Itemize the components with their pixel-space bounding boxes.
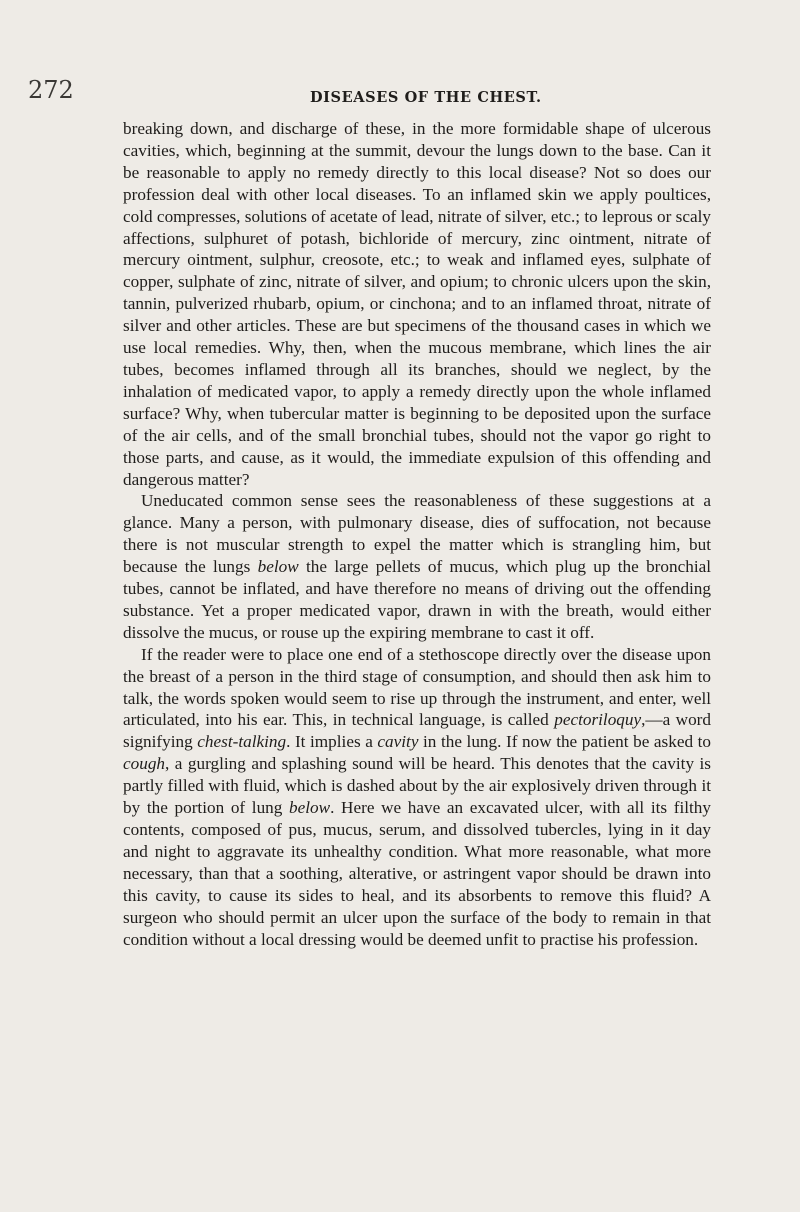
paragraph: Uneducated common sense sees the reasonableness of these suggestions at a glance. Many a person, with pulmonary disease, dies of suffocation, not because there is not muscular strength to expel the matter which is strangling him, but because the lungs below the large pellets of mucus, which plug up the bronchial tubes, cannot be inflated, and have therefore no means of driving out the offending substance. Yet a proper medicated vapor, drawn in with the breath, would either dissolve the mucus, or rouse up the expiring membrane to cast it off.: [123, 491, 711, 642]
paragraph: If the reader were to place one end of a stethoscope directly over the disease upon the breast of a person in the third stage of consumption, and should then ask him to talk, the words spoken would seem to rise up through the instrument, and enter, well articulated, into his ear. This, in technical language, is called pectoriloquy,—a word signifying chest-talking. It implies a cavity in the lung. If now the patient be asked to cough, a gurgling and splashing sound will be heard. This denotes that the cavity is partly filled with fluid, which is dashed about by the air explosively driven through it by the portion of lung below. Here we have an excavated ulcer, with all its filthy contents, composed of pus, mucus, serum, and dissolved tubercles, lying in it day and night to aggravate its unhealthy condition. What more reasonable, what more necessary, than that a soothing, alterative, or astringent vapor should be drawn into this cavity, to cause its sides to heal, and its absorbents to remove this fluid? A surgeon who should permit an ulcer upon the surface of the body to remain in that condition without a local dressing would be deemed unfit to practise his profession.: [123, 644, 711, 949]
body-text: [123, 118, 711, 950]
running-head: DISEASES OF THE CHEST.: [310, 89, 542, 106]
paragraph: breaking down, and discharge of these, in the more formidable shape of ulcerous cavities, which, beginning at the summit, devour the lungs down to the base. Can it be reasonable to apply no remedy directly to this local disease? Not so does our profession deal with other local diseases. To an inflamed skin we apply poultices, cold compresses, solutions of acetate of lead, nitrate of silver, etc.; to leprous or scaly affections, sulphuret of potash, bichloride of mercury, zinc ointment, nitrate of mercury ointment, sulphur, creosote, etc.; to weak and inflamed eyes, sulphate of copper, sulphate of zinc, nitrate of silver, and opium; to chronic ulcers upon the skin, tannin, pulverized rhubarb, opium, or cinchona; and to an inflamed throat, nitrate of silver and other articles. These are but specimens of the thousand cases in which we use local remedies. Why, then, when the mucous membrane, which lines the air tubes, becomes inflamed through all its branches, should we neglect, by the inhalation of medicated vapor, to apply a remedy directly upon the whole inflamed surface? Why, when tubercular matter is beginning to be deposited upon the surface of the air cells, and of the small bronchial tubes, should not the vapor go right to those parts, and cause, as it would, the immediate expulsion of this offending and dangerous matter?: [123, 119, 711, 489]
page-number: 272: [28, 76, 74, 104]
